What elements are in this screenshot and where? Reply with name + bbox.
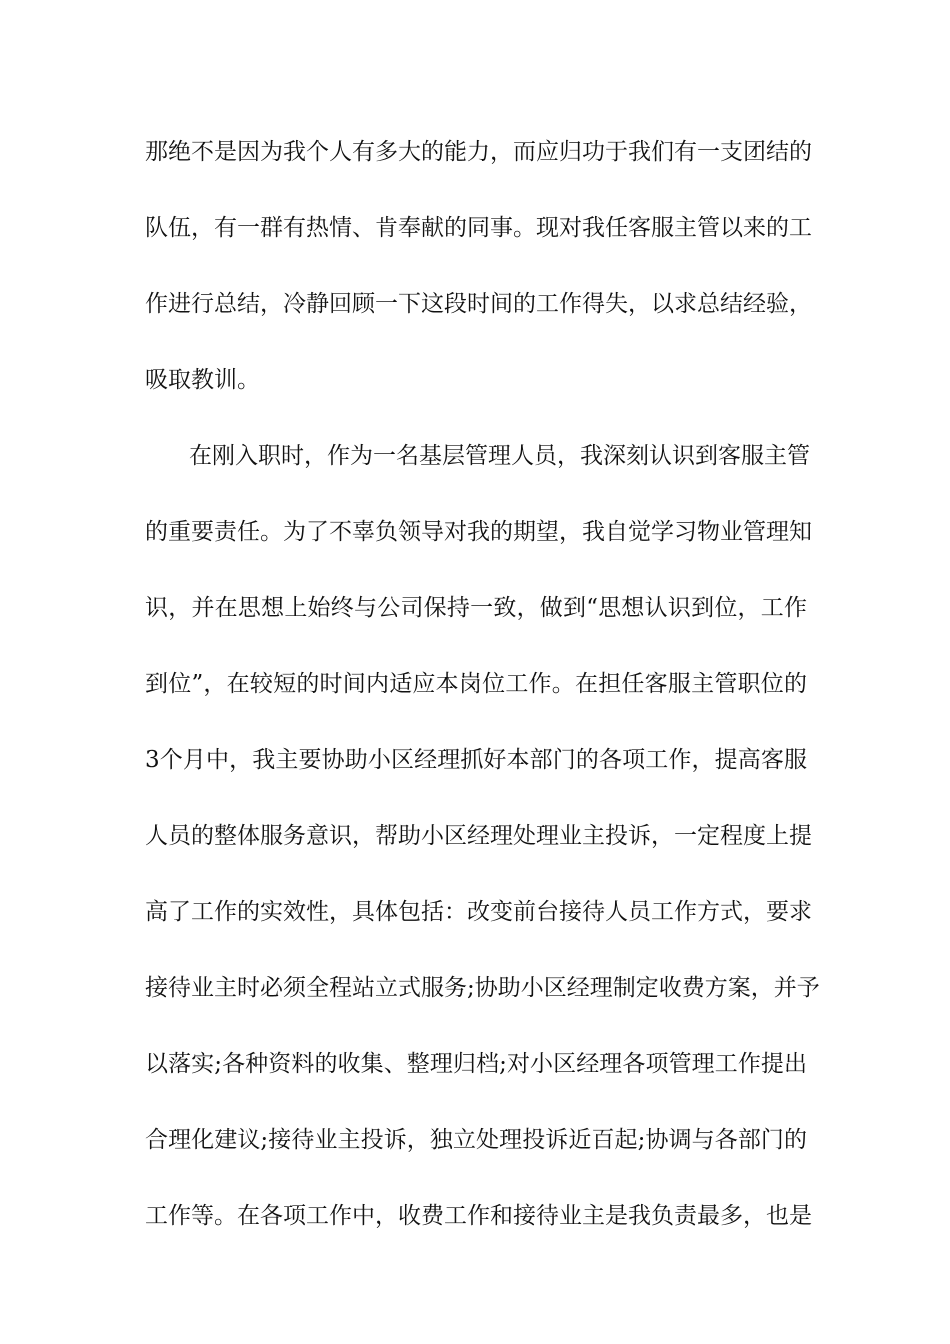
text-line: 工作等。在各项工作中，收费工作和接待业主是我负责最多，也是 — [145, 1203, 812, 1229]
text-line: 接待业主时必须全程站立式服务;协助小区经理制定收费方案，并予 — [145, 975, 820, 1001]
text-line: 3个月中，我主要协助小区经理抓好本部门的各项工作，提高客服 — [145, 747, 807, 773]
text-line: 到位”，在较短的时间内适应本岗位工作。在担任客服主管职位的 — [145, 671, 807, 697]
text-line: 的重要责任。为了不辜负领导对我的期望，我自觉学习物业管理知 — [145, 519, 812, 545]
text-line: 在刚入职时，作为一名基层管理人员，我深刻认识到客服主管 — [189, 443, 810, 469]
text-line: 吸取教训。 — [145, 367, 260, 393]
text-line: 高了工作的实效性，具体包括：改变前台接待人员工作方式，要求 — [145, 899, 812, 925]
text-line: 识，并在思想上始终与公司保持一致，做到“思想认识到位，工作 — [145, 595, 807, 621]
text-line: 合理化建议;接待业主投诉，独立处理投诉近百起;协调与各部门的 — [145, 1127, 807, 1153]
text-line: 以落实;各种资料的收集、整理归档;对小区经理各项管理工作提出 — [145, 1051, 807, 1077]
text-line: 那绝不是因为我个人有多大的能力，而应归功于我们有一支团结的 — [145, 139, 812, 165]
text-line: 人员的整体服务意识，帮助小区经理处理业主投诉，一定程度上提 — [145, 823, 812, 849]
text-line: 队伍，有一群有热情、肯奉献的同事。现对我任客服主管以来的工 — [145, 215, 812, 241]
text-line: 作进行总结，冷静回顾一下这段时间的工作得失，以求总结经验， — [145, 291, 812, 317]
